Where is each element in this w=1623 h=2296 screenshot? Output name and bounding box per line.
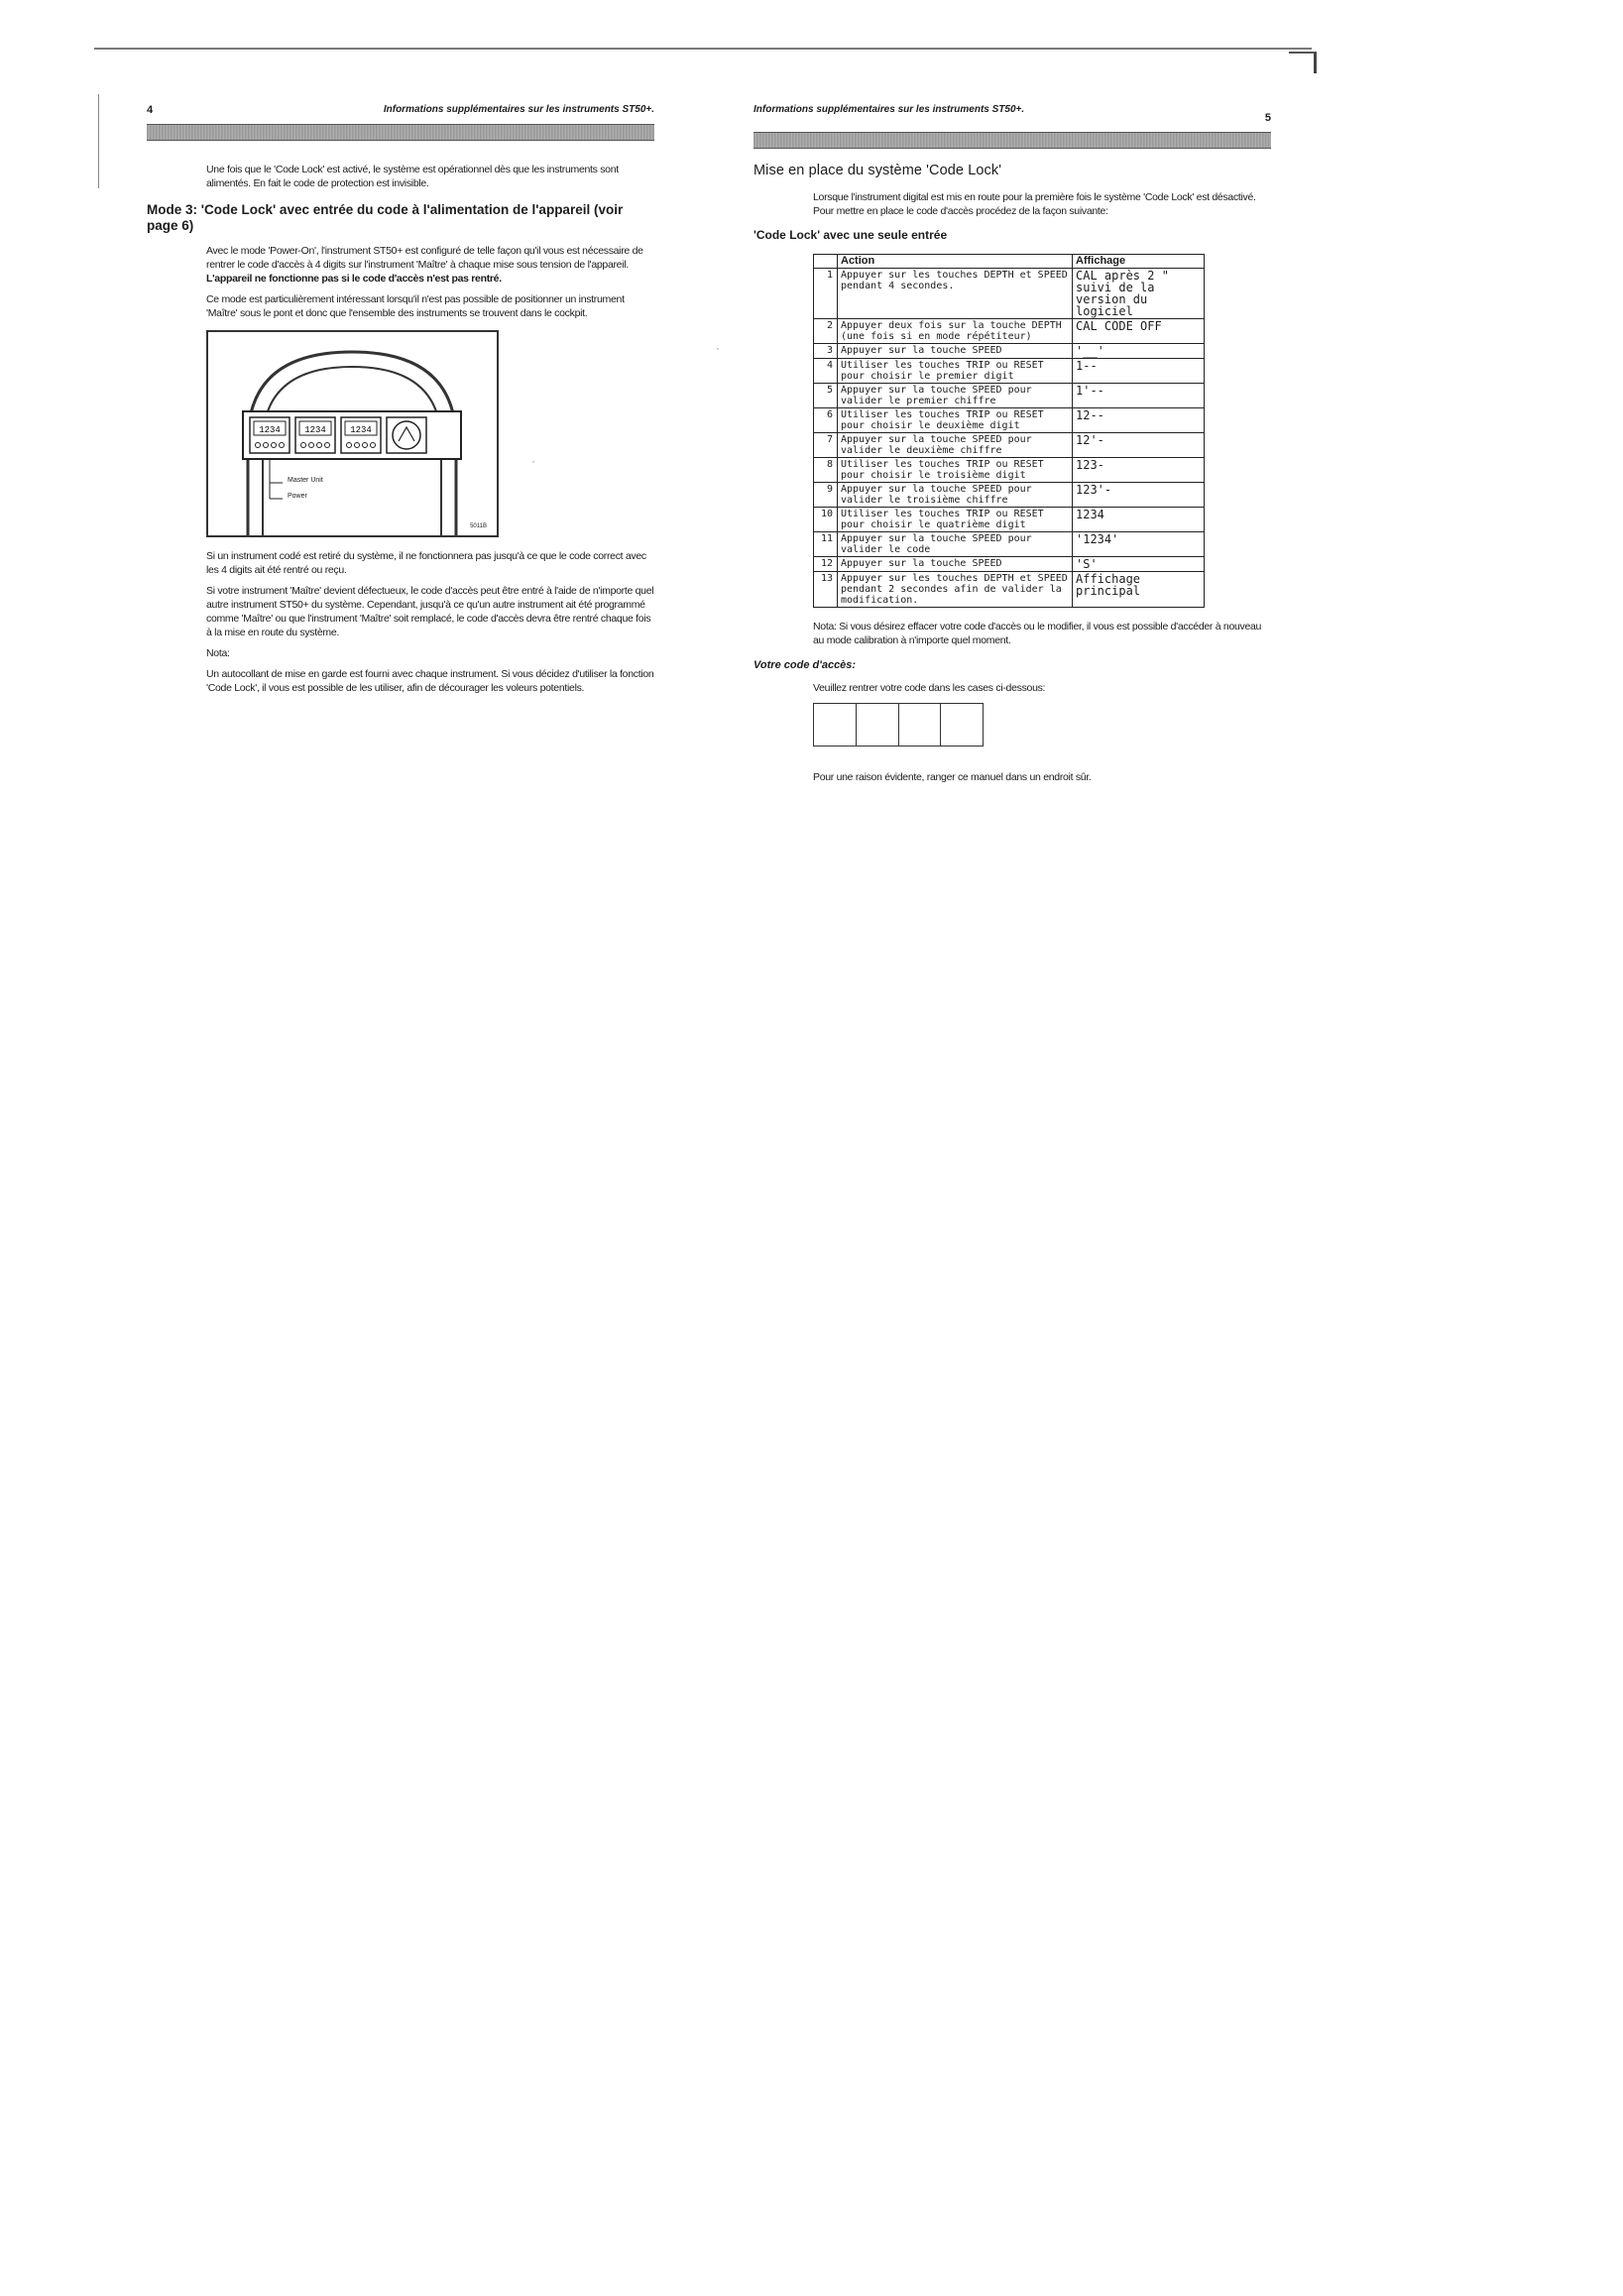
step-number: 5 <box>814 384 838 408</box>
table-body <box>814 269 1205 608</box>
step-number: 7 <box>814 433 838 458</box>
step-number: 13 <box>814 572 838 608</box>
step-number: 4 <box>814 359 838 384</box>
step-display: 1234 <box>1073 508 1205 532</box>
instrument-figure <box>206 330 499 537</box>
step-action: Utiliser les touches TRIP ou RESET pour choisir le troisième digit <box>838 458 1073 483</box>
header-hatch-bar <box>754 132 1271 149</box>
display-1-text: 1234 <box>259 425 281 435</box>
code-box-1 <box>814 704 857 746</box>
step-display: 1'-- <box>1073 384 1205 408</box>
step-action: Appuyer sur la touche SPEED pour valider le troisième chiffre <box>838 483 1073 508</box>
table-row <box>814 359 1205 384</box>
mode3-paragraph-1 <box>206 244 654 286</box>
table-row <box>814 319 1205 344</box>
step-display: '1234' <box>1073 532 1205 557</box>
code-lock-steps-table <box>813 254 1205 608</box>
step-display: 12'- <box>1073 433 1205 458</box>
header-hatch-bar <box>147 124 654 141</box>
cockpit-instruments-diagram <box>208 332 497 535</box>
table-row <box>814 408 1205 433</box>
code-box-4 <box>941 704 983 746</box>
header-num <box>814 255 838 269</box>
step-display: 12-- <box>1073 408 1205 433</box>
step-display: 1-- <box>1073 359 1205 384</box>
step-action: Appuyer sur la touche SPEED pour valider le premier chiffre <box>838 384 1073 408</box>
step-action: Utiliser les touches TRIP ou RESET pour choisir le quatrième digit <box>838 508 1073 532</box>
step-number: 1 <box>814 269 838 319</box>
scan-speck: · <box>531 454 535 468</box>
closing-paragraph: Pour une raison évidente, ranger ce manuel dans un endroit sûr. <box>813 771 1092 783</box>
step-action: Appuyer sur les touches DEPTH et SPEED pendant 2 secondes afin de valider la modification. <box>838 572 1073 608</box>
step-number: 11 <box>814 532 838 557</box>
access-code-instruction: Veuillez rentrer votre code dans les cases ci-dessous: <box>813 682 1046 694</box>
step-number: 6 <box>814 408 838 433</box>
mode3-paragraph-1-text: Avec le mode 'Power-On', l'instrument ST50+ est configuré de telle façon qu'il vous est nécessaire de rentrer le code d'accès à 4 digits sur l'instrument 'Maître' à chaque mise sous tension de l'appareil. <box>206 245 643 271</box>
step-display: 'S' <box>1073 557 1205 572</box>
step-action: Appuyer sur la touche SPEED <box>838 344 1073 359</box>
step-display: CAL après 2 " suivi de la version du logiciel <box>1073 269 1205 319</box>
running-header <box>754 94 1271 124</box>
nota-label: Nota: <box>206 647 230 659</box>
header-action: Action <box>838 255 1073 269</box>
step-number: 12 <box>814 557 838 572</box>
access-code-boxes <box>813 703 984 746</box>
figure-code: 5011B <box>470 523 487 529</box>
step-display: 123- <box>1073 458 1205 483</box>
table-row <box>814 384 1205 408</box>
header-display: Affichage <box>1073 255 1205 269</box>
step-number: 9 <box>814 483 838 508</box>
after-figure-paragraph-1: Si un instrument codé est retiré du système, il ne fonctionnera pas jusqu'à ce que le code correct avec les 4 digits ait été rentré ou reçu. <box>206 550 646 576</box>
mode3-paragraph-1-bold: L'appareil ne fonctionne pas si le code d'accès n'est pas rentré. <box>206 273 502 285</box>
step-display: Affichage principal <box>1073 572 1205 608</box>
table-row <box>814 433 1205 458</box>
section-heading: Mise en place du système 'Code Lock' <box>754 163 1002 178</box>
step-action: Utiliser les touches TRIP ou RESET pour choisir le premier digit <box>838 359 1073 384</box>
display-2-text: 1234 <box>304 425 326 435</box>
running-header <box>147 94 654 120</box>
step-display: 123'- <box>1073 483 1205 508</box>
display-3-text: 1234 <box>350 425 372 435</box>
step-action: Appuyer deux fois sur la touche DEPTH (une fois si en mode répétiteur) <box>838 319 1073 344</box>
table-row <box>814 269 1205 319</box>
left-page <box>147 94 654 702</box>
step-action: Appuyer sur la touche SPEED pour valider le deuxième chiffre <box>838 433 1073 458</box>
after-figure-paragraph-2: Si votre instrument 'Maître' devient défectueux, le code d'accès peut être entré à l'aide de n'importe quel autre instrument ST50+ du système. Cependant, jusqu'à ce qu'un autre instrument ait été programmé comme 'Maître' ou que l'instrument 'Maître' soit remplacé, le code d'accès devra être rentré chaque fois à la mise en route du système. <box>206 585 654 638</box>
table-header-row <box>814 255 1205 269</box>
access-code-label: Votre code d'accès: <box>754 659 857 671</box>
table-row <box>814 532 1205 557</box>
table-row <box>814 344 1205 359</box>
scan-speck: · <box>716 341 720 355</box>
table-row <box>814 557 1205 572</box>
mode3-paragraph-2: Ce mode est particulièrement intéressant lorsqu'il n'est pas possible de positionner un instrument 'Maître' sous le pont et donc que l'ensemble des instruments se trouvent dans le cockpit. <box>206 293 625 319</box>
step-action: Appuyer sur la touche SPEED <box>838 557 1073 572</box>
table-row <box>814 483 1205 508</box>
running-title: Informations supplémentaires sur les instruments ST50+. <box>754 104 1025 115</box>
step-display: '__' <box>1073 344 1205 359</box>
code-box-3 <box>899 704 942 746</box>
intro-paragraph: Une fois que le 'Code Lock' est activé, le système est opérationnel dès que les instruments sont alimentés. En fait le code de protection est invisible. <box>206 164 619 189</box>
scan-edge <box>94 48 1312 50</box>
step-action: Appuyer sur les touches DEPTH et SPEED pendant 4 secondes. <box>838 269 1073 319</box>
page-number: 4 <box>147 104 154 116</box>
table-row <box>814 508 1205 532</box>
nota-text: Un autocollant de mise en garde est fourni avec chaque instrument. Si vous décidez d'utiliser la fonction 'Code Lock', il vous est possible de les utiliser, afin de décourager les voleurs potentiels. <box>206 668 654 694</box>
step-display: CAL CODE OFF <box>1073 319 1205 344</box>
right-page <box>754 94 1271 791</box>
sub-heading: 'Code Lock' avec une seule entrée <box>754 228 948 242</box>
table-row <box>814 458 1205 483</box>
code-box-2 <box>857 704 899 746</box>
running-title: Informations supplémentaires sur les instruments ST50+. <box>383 104 654 115</box>
intro-paragraph: Lorsque l'instrument digital est mis en route pour la première fois le système 'Code Lock' est désactivé. Pour mettre en place le code d'accès procédez de la façon suivante: <box>813 191 1256 217</box>
step-number: 3 <box>814 344 838 359</box>
scan-margin-line <box>98 94 99 188</box>
scan-corner <box>1289 52 1317 73</box>
table-row <box>814 572 1205 608</box>
step-number: 10 <box>814 508 838 532</box>
step-number: 8 <box>814 458 838 483</box>
page-number: 5 <box>1264 112 1271 124</box>
step-action: Utiliser les touches TRIP ou RESET pour choisir le deuxième digit <box>838 408 1073 433</box>
mode3-heading: Mode 3: 'Code Lock' avec entrée du code à l'alimentation de l'appareil (voir page 6) <box>147 202 624 233</box>
step-action: Appuyer sur la touche SPEED pour valider le code <box>838 532 1073 557</box>
label-master-unit: Master Unit <box>288 477 323 484</box>
label-power: Power <box>288 493 307 500</box>
note-paragraph: Nota: Si vous désirez effacer votre code d'accès ou le modifier, il vous est possible d'accéder à nouveau au mode calibration à n'importe quel moment. <box>813 621 1262 646</box>
step-number: 2 <box>814 319 838 344</box>
